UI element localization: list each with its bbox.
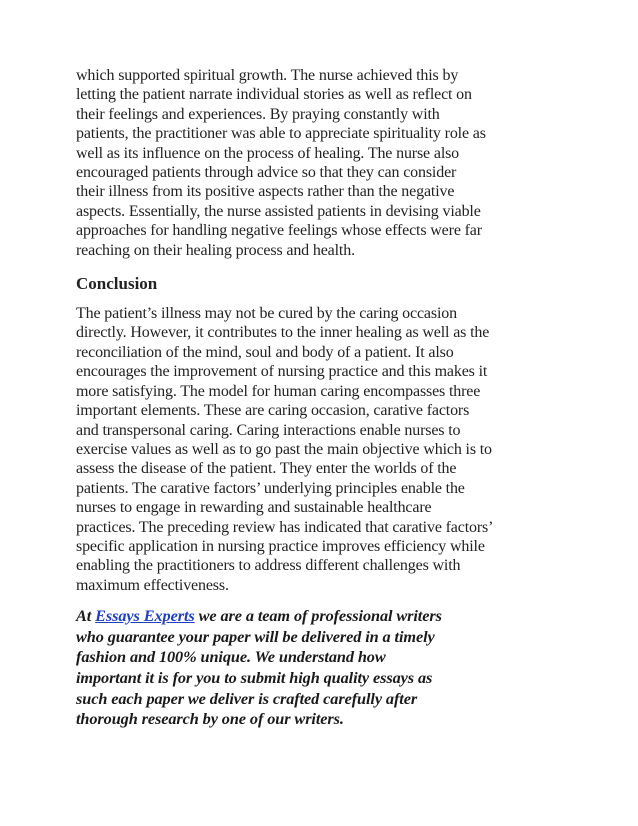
text-line: The patient’s illness may not be cured by the caring occasion: [76, 305, 457, 323]
text-line: which supported spiritual growth. The nurse achieved this by: [76, 67, 459, 84]
conclusion-paragraph: [76, 304, 566, 595]
text-line: reaching on their healing process and health.: [76, 241, 355, 259]
promo-line: thorough research by one of our writers.: [76, 709, 344, 729]
text-line: enabling the practitioners to address different challenges with: [76, 557, 461, 575]
text-line: specific application in nursing practice improves efficiency while: [76, 537, 485, 555]
text-line: directly. However, it contributes to the inner healing as well as the: [76, 324, 490, 342]
promo-line-rest: we are a team of professional writers: [194, 606, 442, 626]
text-line: more satisfying. The model for human caring encompasses three: [76, 382, 481, 400]
text-line: maximum effectiveness.: [76, 576, 229, 594]
essays-experts-link[interactable]: Essays Experts: [95, 606, 195, 626]
text-line: practices. The preceding review has indicated that carative factors’: [76, 518, 494, 536]
text-line: exercise values as well as to go past the main objective which is to: [76, 440, 492, 458]
text-line: reconciliation of the mind, soul and body of a patient. It also: [76, 343, 454, 361]
promo-line: who guarantee your paper will be delivered in a timely: [76, 626, 435, 646]
promo-line: important it is for you to submit high quality essays as: [76, 667, 433, 687]
conclusion-heading: Conclusion: [76, 274, 158, 294]
text-line: encourages the improvement of nursing practice and this makes it: [76, 363, 488, 381]
text-line: their illness from its positive aspects rather than the negative: [76, 183, 455, 201]
text-line: encouraged patients through advice so that they can consider: [76, 164, 457, 182]
promo-line: such each paper we deliver is crafted carefully after: [76, 688, 418, 708]
intro-paragraph: [76, 66, 566, 260]
text-line: approaches for handling negative feelings whose effects were far: [76, 222, 482, 240]
text-line: important elements. These are caring occasion, carative factors: [76, 402, 470, 420]
text-line: and transpersonal caring. Caring interactions enable nurses to: [76, 421, 461, 439]
text-line: patients. The carative factors’ underlying principles enable the: [76, 479, 465, 497]
text-line: well as its influence on the process of healing. The nurse also: [76, 144, 460, 162]
text-line: nurses to engage in rewarding and sustainable healthcare: [76, 499, 432, 517]
text-line: aspects. Essentially, the nurse assisted patients in devising viable: [76, 202, 481, 220]
text-line: their feelings and experiences. By praying constantly with: [76, 105, 440, 123]
text-line: letting the patient narrate individual stories as well as reflect on: [76, 86, 472, 104]
promo-paragraph: [76, 606, 566, 730]
text-line: assess the disease of the patient. They enter the worlds of the: [76, 460, 457, 478]
promo-line: [76, 606, 566, 627]
document-page: [76, 66, 566, 746]
text-line: patients, the practitioner was able to appreciate spirituality role as: [76, 125, 486, 143]
promo-prefix: At: [76, 606, 96, 626]
promo-line: fashion and 100% unique. We understand how: [76, 647, 386, 667]
